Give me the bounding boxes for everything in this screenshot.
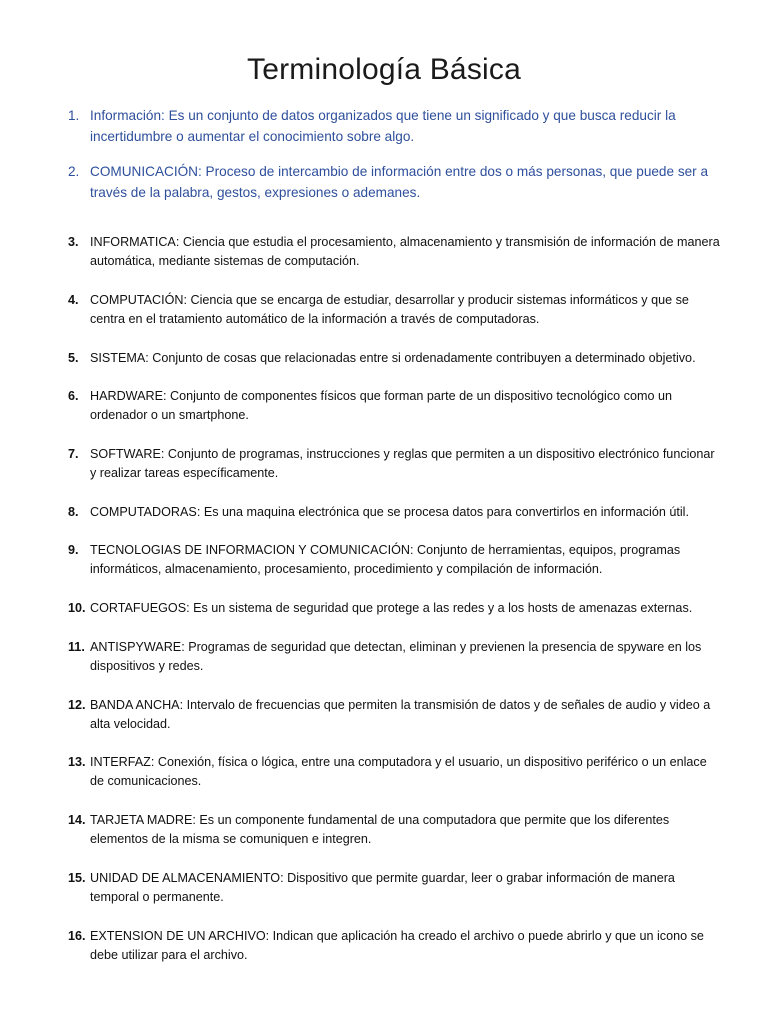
item-number: 1. [68, 108, 80, 123]
item-text: ANTISPYWARE: Programas de seguridad que detectan, eliminan y previenen la presencia de spyware en los dispositivos y redes. [90, 639, 702, 673]
list-item [68, 811, 724, 869]
page-title: Terminología Básica [247, 53, 521, 86]
item-text: UNIDAD DE ALMACENAMIENTO: Dispositivo que permite guardar, leer o grabar información de manera temporal o permanente. [90, 870, 675, 904]
item-text: INTERFAZ: Conexión, física o lógica, entre una computadora y el usuario, un dispositivo periférico o un enlace de comunicaciones. [90, 755, 707, 789]
item-text: SISTEMA: Conjunto de cosas que relacionadas entre si ordenadamente contribuyen a determinado objetivo. [90, 350, 696, 365]
item-number: 3. [68, 235, 79, 249]
item-number: 16. [68, 928, 86, 943]
intro-list [68, 106, 728, 218]
list-item [68, 387, 724, 445]
list-item [68, 927, 724, 985]
list-item [68, 869, 724, 927]
list-item [68, 445, 724, 503]
list-item [68, 638, 724, 696]
list-item [68, 349, 724, 388]
item-text: COMPUTADORAS: Es una maquina electrónica que se procesa datos para convertirlos en información útil. [90, 504, 689, 519]
item-number: 15. [68, 870, 86, 885]
item-text: COMUNICACIÓN: Proceso de intercambio de información entre dos o más personas, que puede ser a través de la palabra, gestos, expresiones o ademanes. [90, 164, 709, 200]
item-number: 5. [68, 350, 79, 365]
item-number: 6. [68, 389, 79, 404]
item-text: HARDWARE: Conjunto de componentes físicos que forman parte de un dispositivo tecnológico como un ordenador o un smartphone. [90, 389, 672, 423]
list-item [68, 541, 724, 599]
list-item [68, 503, 724, 542]
item-text: COMPUTACIÓN: Ciencia que se encarga de estudiar, desarrollar y producir sistemas informáticos y que se centra en el tratamiento automático de la información a través de computadoras. [90, 292, 689, 326]
item-number: 2. [68, 164, 80, 179]
list-item [68, 753, 724, 811]
item-text: Información: Es un conjunto de datos organizados que tiene un significado y que busca reducir la incertidumbre o aumentar el conocimiento sobre algo. [90, 108, 676, 144]
definitions-list [68, 233, 724, 985]
item-text: SOFTWARE: Conjunto de programas, instrucciones y reglas que permiten a un dispositivo electrónico funcionar y realizar tareas específicamente. [90, 446, 715, 480]
item-text: INFORMATICA: Ciencia que estudia el procesamiento, almacenamiento y transmisión de información de manera automática, mediante sistemas de computación. [90, 235, 720, 268]
list-item [68, 106, 728, 147]
list-item [68, 696, 724, 754]
item-number: 9. [68, 543, 79, 558]
item-number: 12. [68, 697, 86, 712]
item-number: 13. [68, 755, 86, 770]
item-number: 8. [68, 504, 79, 519]
item-text: BANDA ANCHA: Intervalo de frecuencias que permiten la transmisión de datos y de señales de audio y video a alta velocidad. [90, 697, 711, 731]
list-item [68, 233, 724, 291]
item-number: 11. [68, 639, 85, 654]
item-number: 7. [68, 446, 79, 461]
item-text: TECNOLOGIAS DE INFORMACION Y COMUNICACIÓN: Conjunto de herramientas, equipos, programas informáticos, almacenamiento, procesamiento, procedimiento y compilación de información. [90, 543, 681, 577]
list-item [68, 162, 728, 203]
item-number: 14. [68, 813, 86, 828]
item-text: TARJETA MADRE: Es un componente fundamental de una computadora que permite que los diferentes elementos de la misma se comuniquen e integren. [90, 813, 670, 847]
item-number: 4. [68, 292, 79, 307]
list-item [68, 291, 724, 349]
item-number: 10. [68, 601, 86, 616]
item-text: EXTENSION DE UN ARCHIVO: Indican que aplicación ha creado el archivo o puede abrirlo y que un icono se debe utilizar para el archivo. [90, 928, 704, 962]
item-text: CORTAFUEGOS: Es un sistema de seguridad que protege a las redes y a los hosts de amenazas externas. [90, 601, 693, 616]
list-item [68, 599, 724, 638]
